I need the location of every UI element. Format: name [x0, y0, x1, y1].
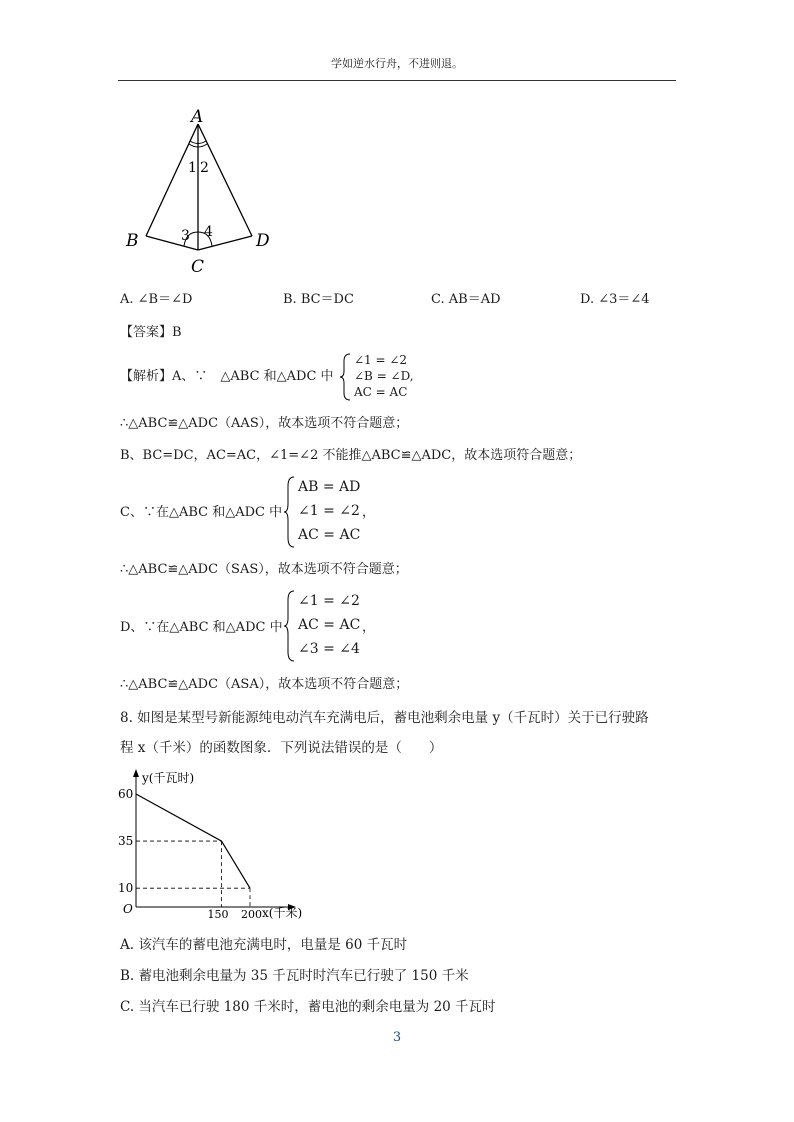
label-angle-1: 1 [188, 160, 197, 176]
x-tick-label-150: 150 [207, 908, 229, 921]
q8-option-B: B. 蓄电池剩余电量为 35 千瓦时时汽车已行驶了 150 千米 [120, 968, 469, 984]
analysis-A-conclusion: ∴△ABC≌△ADC（AAS），故本选项不符合题意； [120, 416, 409, 431]
label-B: B [126, 231, 139, 251]
segment-BC [146, 236, 198, 250]
label-angle-3: 3 [181, 228, 190, 244]
page-number: 3 [392, 1030, 402, 1045]
analysis-C-conclusion: ∴△ABC≌△ADC（SAS），故本选项不符合题意； [120, 562, 408, 577]
label-angle-2: 2 [200, 160, 209, 176]
option-A: A. ∠B＝∠D [120, 292, 193, 307]
option-C: C. AB＝AD [431, 292, 501, 307]
segment-AD [198, 124, 252, 236]
option-D: D. ∠3＝∠4 [580, 292, 650, 307]
system-C-line-3: AC = AC [298, 527, 361, 543]
analysis-B: B、BC=DC，AC=AC，∠1=∠2 不能推△ABC≌△ADC，故本选项符合题意； [120, 448, 582, 463]
analysis-C-prefix: C、∵在△ABC 和△ADC 中 [120, 505, 283, 520]
system-C-line-1: AB = AD [298, 479, 361, 495]
function-graph [110, 765, 340, 925]
label-angle-4: 4 [204, 224, 213, 240]
brace-icon [284, 476, 296, 548]
system-D-line-2: AC = AC [298, 617, 361, 633]
label-A: A [191, 107, 204, 127]
system-A-line-1: ∠1 = ∠2 [354, 353, 408, 367]
system-C-line-2: ∠1 = ∠2 [298, 503, 360, 519]
label-D: D [256, 231, 270, 251]
brace-icon [340, 353, 352, 401]
q8-stem-line-1: 8. 如图是某型号新能源纯电动汽车充满电后，蓄电池剩余电量 y（千瓦时）关于已行驶路 [120, 710, 649, 726]
y-axis-label: y(千瓦时) [142, 771, 195, 785]
system-D [284, 590, 394, 664]
origin-label: O [123, 902, 133, 916]
q8-option-C: C. 当汽车已行驶 180 千米时，蓄电池的剩余电量为 20 千瓦时 [120, 999, 496, 1015]
system-A-line-3: AC = AC [354, 385, 408, 399]
system-D-comma: ， [362, 620, 376, 635]
label-C: C [191, 257, 205, 277]
brace-icon [284, 590, 296, 662]
q8-stem-line-2: 程 x（千米）的函数图象．下列说法错误的是（ ） [120, 740, 443, 756]
header-rule [118, 80, 676, 81]
analysis-A-prefix: 【解析】A、∵ △ABC 和△ADC 中 [120, 369, 334, 384]
system-C [284, 476, 394, 550]
system-C-comma: ， [362, 505, 376, 520]
header-motto: 学如逆水行舟，不进则退。 [331, 57, 463, 70]
analysis-D-prefix: D、∵在△ABC 和△ADC 中 [120, 620, 283, 635]
y-axis-arrow-icon [133, 769, 139, 777]
system-D-line-3: ∠3 = ∠4 [298, 641, 360, 657]
q8-option-A: A. 该汽车的蓄电池充满电时，电量是 60 千瓦时 [120, 937, 408, 953]
geometry-figure [118, 100, 288, 280]
y-tick-label-35: 35 [118, 834, 134, 849]
option-B: B. BC＝DC [283, 292, 354, 307]
system-A [340, 353, 440, 403]
answer: 【答案】B [120, 325, 182, 340]
system-A-line-2: ∠B = ∠D, [354, 369, 414, 383]
analysis-D-conclusion: ∴△ABC≌△ADC（ASA），故本选项不符合题意； [120, 677, 409, 692]
x-tick-label-200: 200 [241, 908, 262, 921]
y-tick-label-60: 60 [118, 787, 134, 801]
y-tick-label-10: 10 [118, 881, 134, 896]
x-axis-label: x(千米) [262, 906, 303, 920]
system-D-line-1: ∠1 = ∠2 [298, 593, 360, 609]
